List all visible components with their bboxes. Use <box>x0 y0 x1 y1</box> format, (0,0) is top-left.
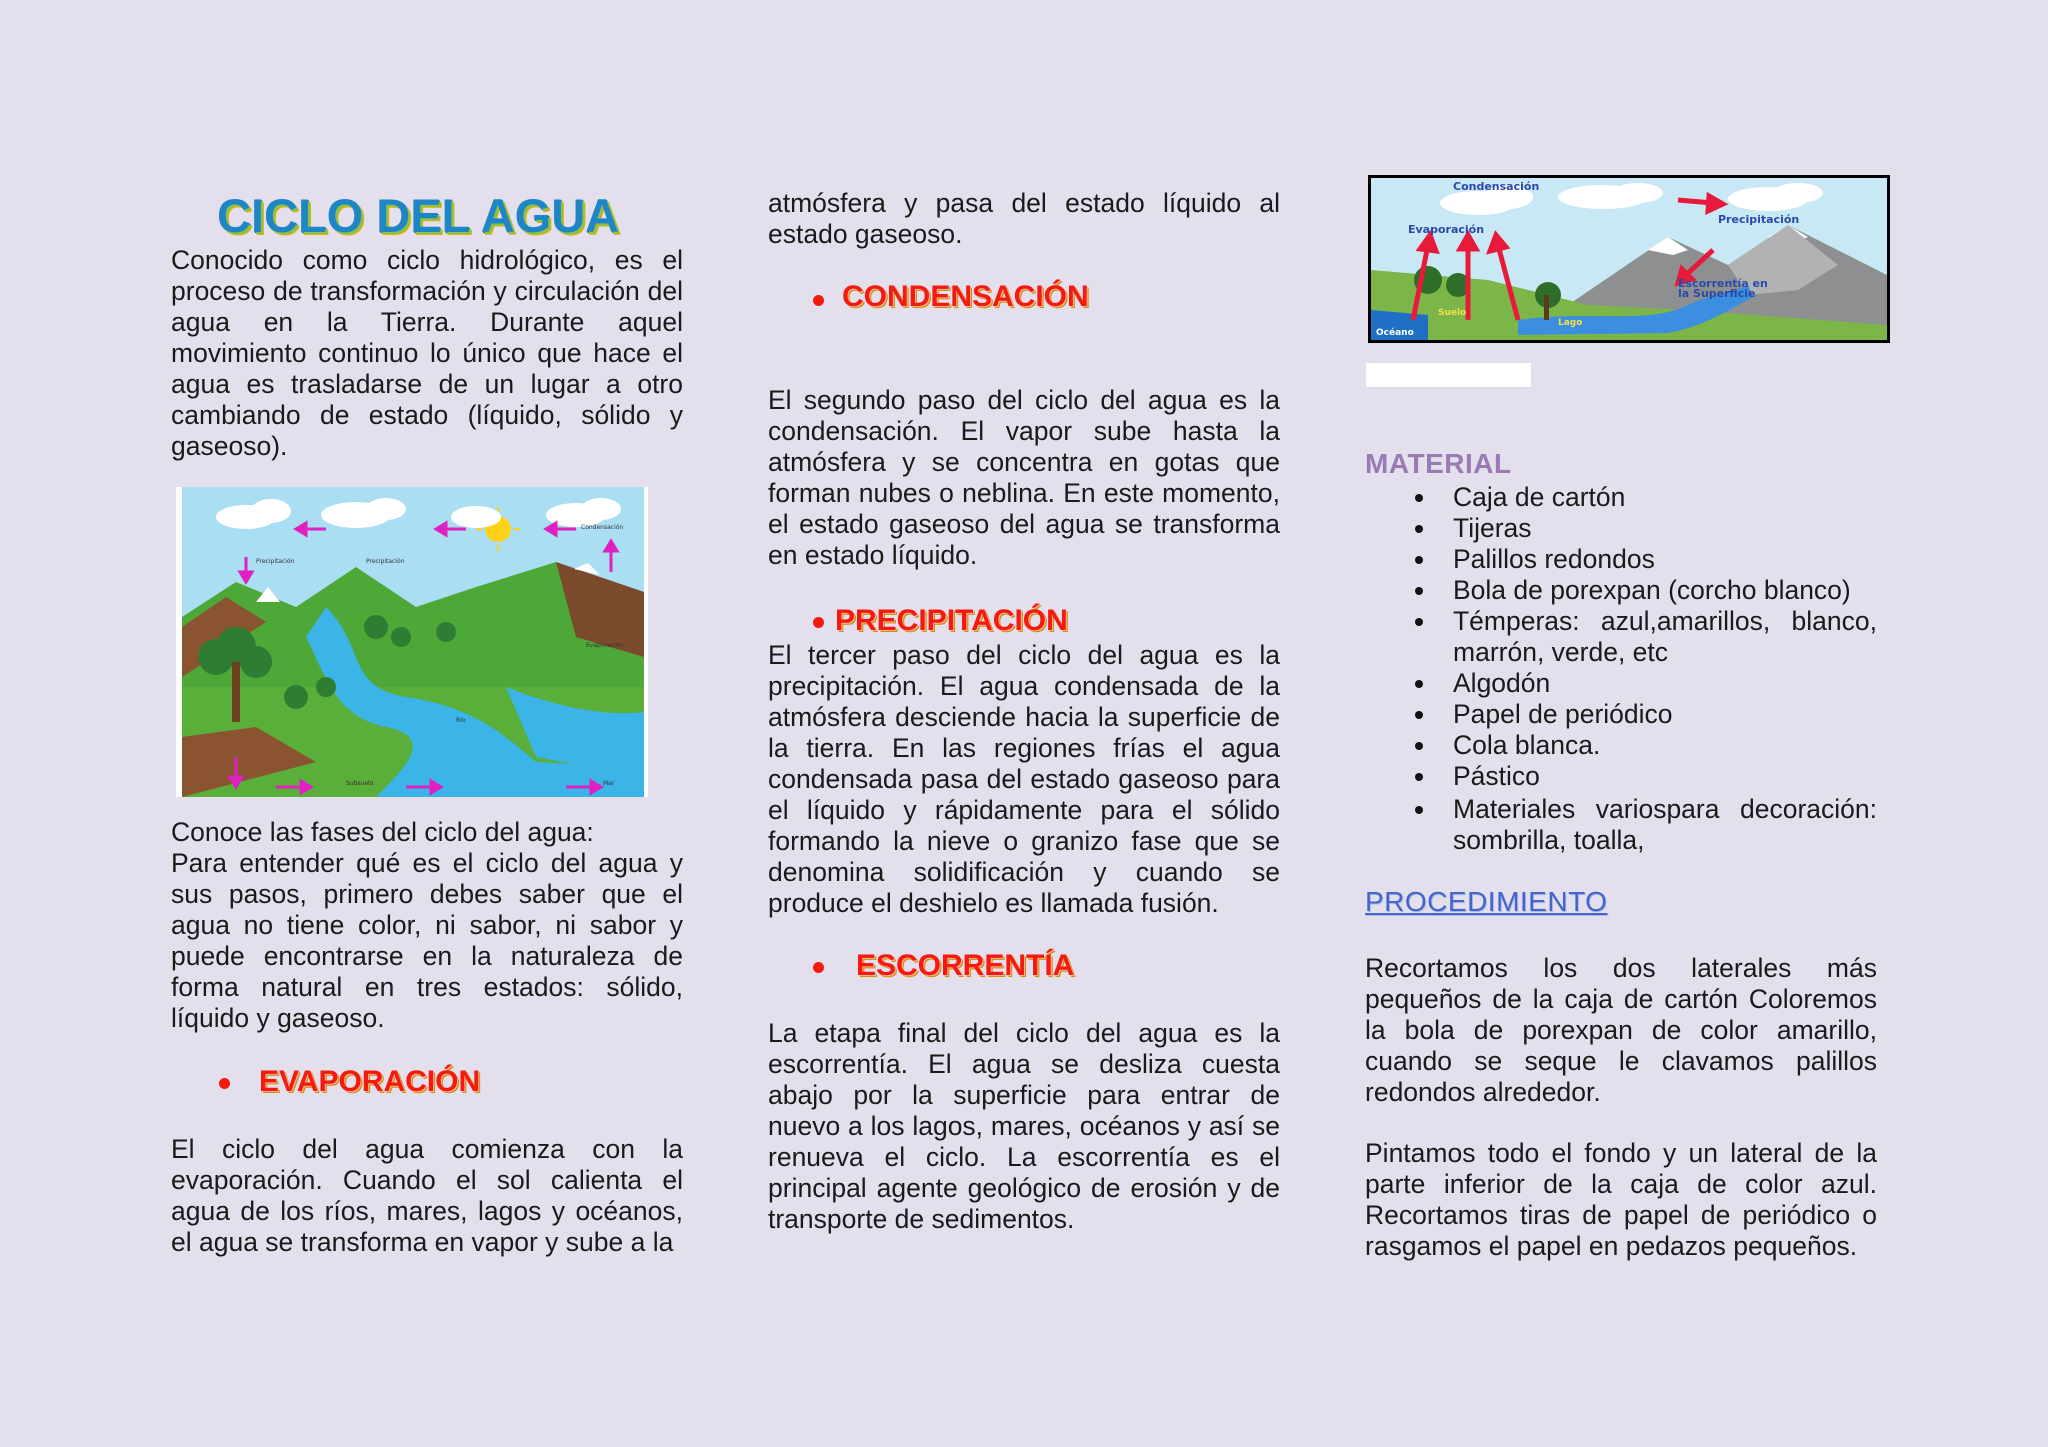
material-item: Materiales variospara decoración: sombrilla, toalla, <box>1365 794 1877 856</box>
evaporacion-heading: EVAPORACIÓN <box>259 1065 481 1098</box>
fig2-label-oceano: Océano <box>1376 328 1414 338</box>
material-item: Témperas: azul,amarillos, blanco, marrón, verde, etc <box>1365 606 1877 668</box>
evaporacion-bullet <box>219 1078 230 1089</box>
material-heading: MATERIAL <box>1365 448 1512 479</box>
fig2-label-suelo: Suelo <box>1438 308 1467 318</box>
water-cycle-illustration <box>176 487 648 797</box>
material-item: Bola de porexpan (corcho blanco) <box>1365 575 1877 606</box>
fig2-label-escorrentia2: la Superficie <box>1678 287 1756 300</box>
fases-paragraph: Para entender qué es el ciclo del agua y sus pasos, primero debes saber que el agua no tiene color, ni sabor, ni sabor y puede encontrarse en la naturaleza de forma natural en tres estados: sólido, líquido y gaseoso. <box>171 848 683 1033</box>
precipitacion-bullet <box>813 617 824 628</box>
escorrentia-bullet <box>813 962 824 973</box>
condensacion-paragraph: El segundo paso del ciclo del agua es la condensación. El vapor sube hasta la atmósfera y se concentra en gotas que forman nubes o neblina. En este momento, el estado gaseoso del agua se transforma en estado líquido. <box>768 385 1280 570</box>
escorrentia-paragraph: La etapa final del ciclo del agua es la escorrentía. El agua se desliza cuesta abajo por la superficie para entrar de nuevo a los lagos, mares, océanos y así se renueva el ciclo. La escorrentía es el principal agente geológico de erosión y de transporte de sedimentos. <box>768 1018 1280 1234</box>
fig2-label-precipitacion: Precipitación <box>1718 213 1800 226</box>
evaporacion-continuation: atmósfera y pasa del estado líquido al estado gaseoso. <box>768 188 1280 249</box>
procedimiento-paragraph-1: Recortamos los dos laterales más pequeños de la caja de cartón Coloremos la bola de porexpan de color amarillo, cuando se seque le clavamos palillos redondos alrededor. <box>1365 953 1877 1107</box>
fig2-label-condensacion: Condensación <box>1453 180 1540 193</box>
fases-intro: Conoce las fases del ciclo del agua: <box>171 817 594 847</box>
blank-bar <box>1365 362 1532 388</box>
fig1-label-evaporacion: Evaporación <box>586 642 624 649</box>
condensacion-heading: CONDENSACIÓN <box>842 280 1089 313</box>
material-item: Palillos redondos <box>1365 544 1877 575</box>
fig1-label-condensacion: Condensación <box>581 524 624 531</box>
precipitacion-heading: PRECIPITACIÓN <box>835 604 1068 637</box>
fig2-label-escorrentia1: Escorrentía en <box>1678 277 1768 290</box>
material-item: Papel de periódico <box>1365 699 1877 730</box>
material-item: Cola blanca. <box>1365 730 1877 761</box>
fig1-label-mar: Mar <box>603 780 615 787</box>
material-item: Caja de cartón <box>1365 482 1877 513</box>
fig2-label-lago: Lago <box>1558 318 1583 328</box>
escorrentia-heading: ESCORRENTÍA <box>856 949 1075 982</box>
water-cycle-illustration-svg <box>176 487 648 797</box>
precipitacion-paragraph: El tercer paso del ciclo del agua es la precipitación. El agua condensada de la atmósfera desciende hacia la superficie de la tierra. En las regiones frías el agua condensada pasa del estado gaseoso para el líquido y rápidamente para el sólido formando la nieve o granizo fase que se denomina solidificación y cuando se produce el deshielo es llamada fusión. <box>768 640 1280 918</box>
material-list <box>1365 482 1877 856</box>
fig1-label-precip1: Precipitación <box>256 558 295 565</box>
material-item: Pástico <box>1365 761 1877 792</box>
fig1-label-subsuelo: Subsuelo <box>346 780 374 787</box>
material-item: Tijeras <box>1365 513 1877 544</box>
material-item: Algodón <box>1365 668 1877 699</box>
intro-paragraph: Conocido como ciclo hidrológico, es el proceso de transformación y circulación del agua en la Tierra. Durante aquel movimiento continuo lo único que hace el agua es trasladarse de un lugar a otro cambiando de estado (líquido, sólido y gaseoso). <box>171 245 683 461</box>
page-title: CICLO DEL AGUA <box>217 189 620 242</box>
fig1-label-rio: Río <box>456 717 466 724</box>
water-cycle-diagram-svg <box>1368 175 1890 343</box>
water-cycle-diagram <box>1368 175 1890 343</box>
evaporacion-paragraph: El ciclo del agua comienza con la evaporación. Cuando el sol calienta el agua de los ríos, mares, lagos y océanos, el agua se transforma en vapor y sube a la <box>171 1134 683 1257</box>
fig2-label-evaporacion: Evaporación <box>1408 223 1485 236</box>
condensacion-bullet <box>813 295 824 306</box>
procedimiento-heading: PROCEDIMIENTO <box>1365 886 1608 917</box>
fig1-label-precip2: Precipitación <box>366 558 405 565</box>
procedimiento-paragraph-2: Pintamos todo el fondo y un lateral de la parte inferior de la caja de color azul. Recortamos tiras de papel de periódico o rasgamos el papel en pedazos pequeños. <box>1365 1138 1877 1261</box>
